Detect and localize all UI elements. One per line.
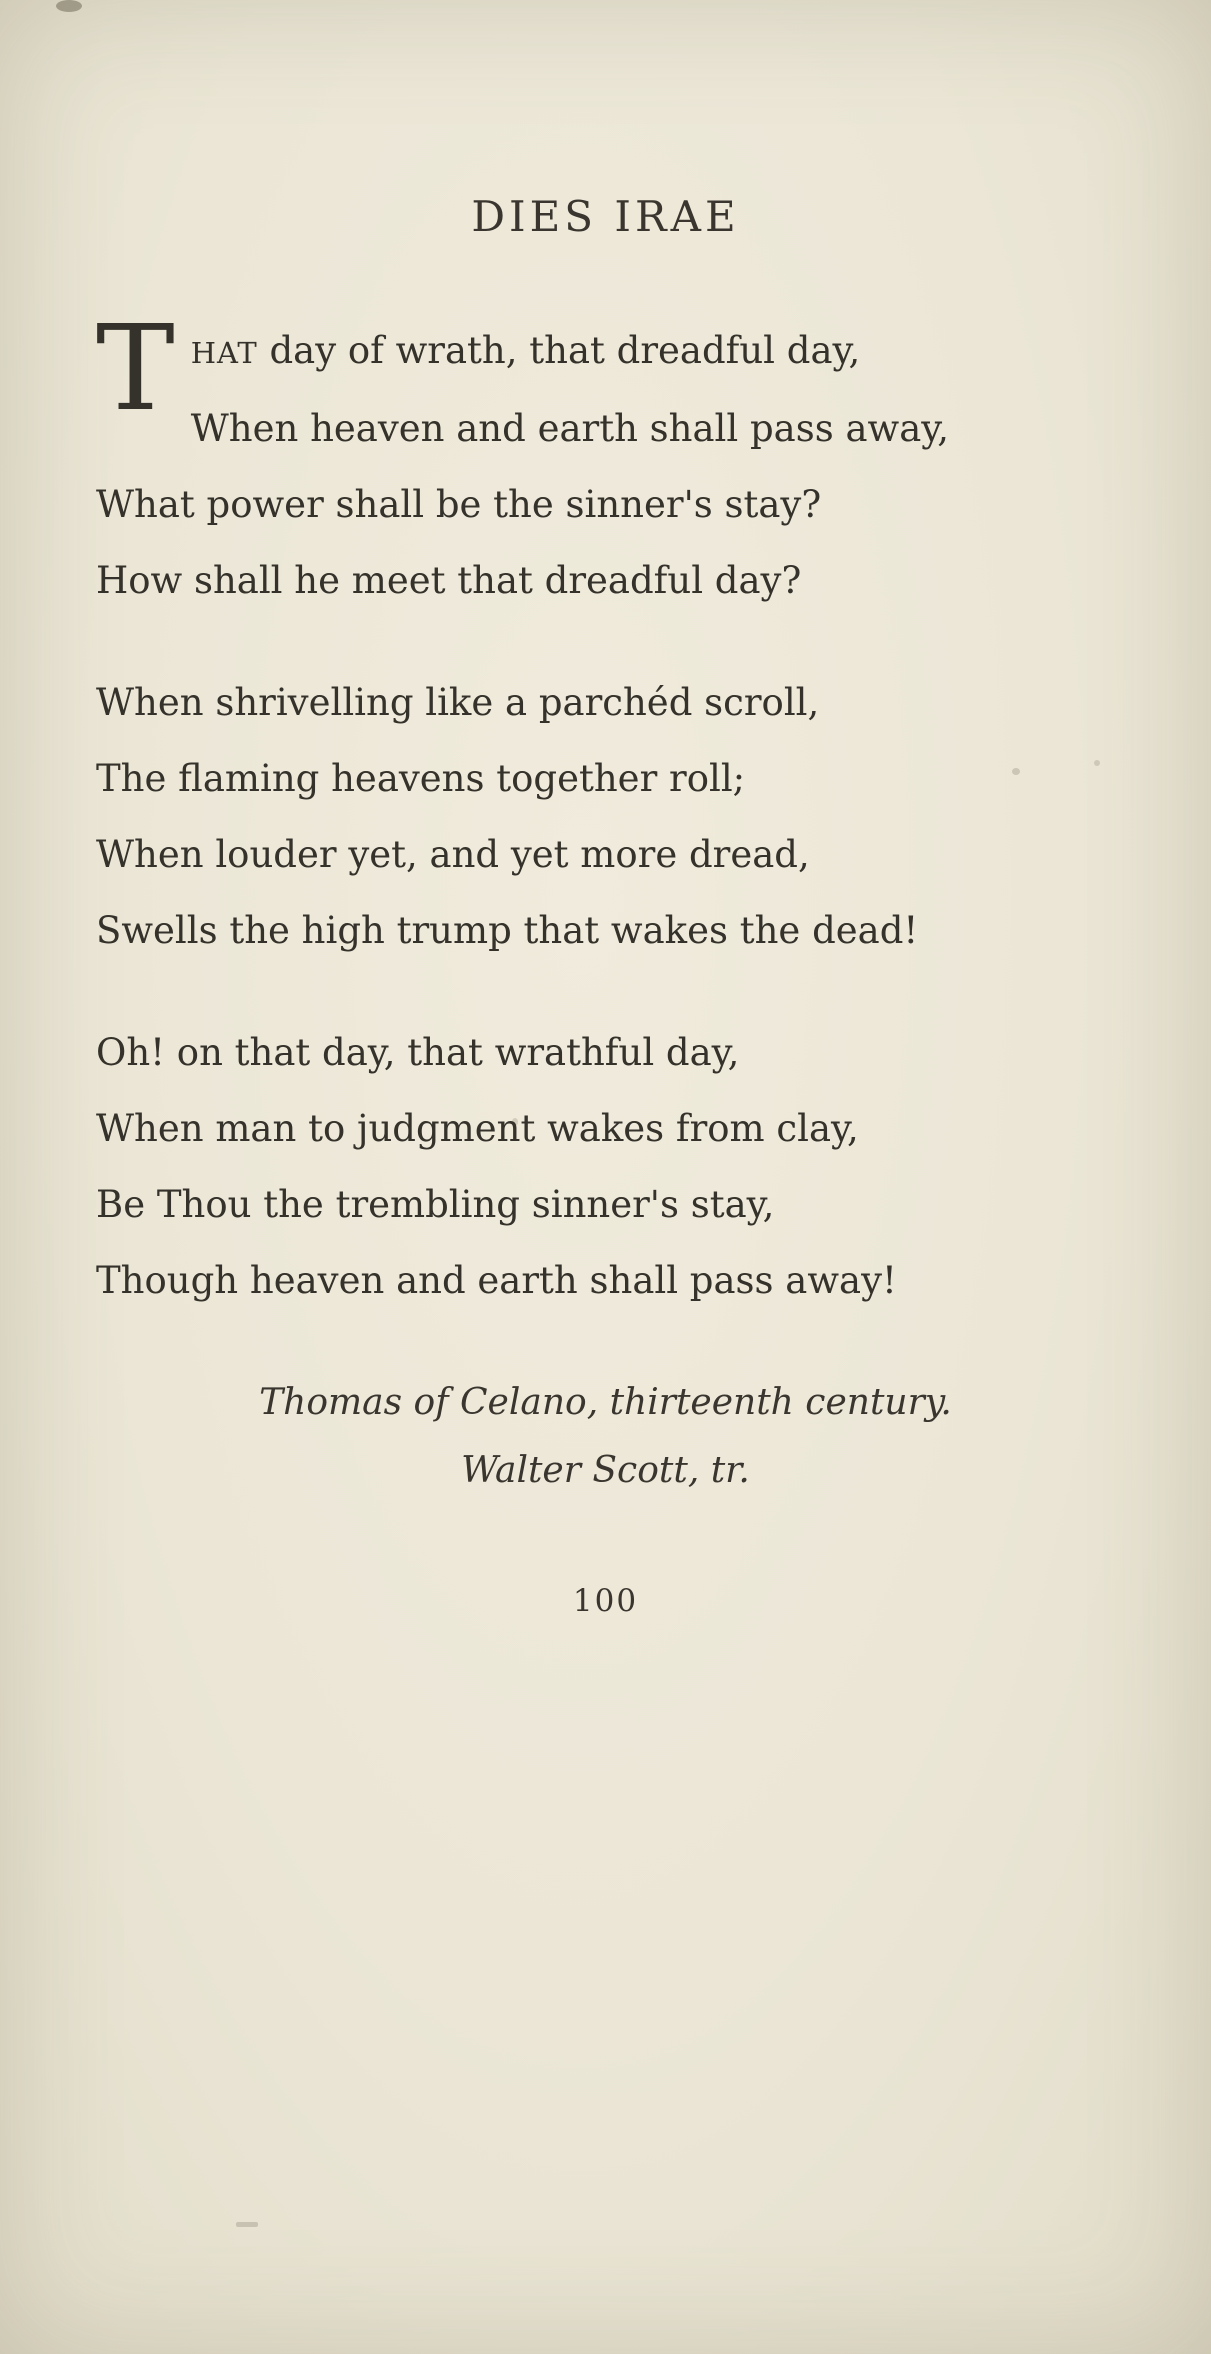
- attribution: [96, 1369, 1115, 1505]
- poem-line: When man to judgment wakes from clay,: [96, 1107, 859, 1150]
- poem-line: When shrivelling like a parchéd scroll,: [96, 681, 820, 724]
- poem-line: When heaven and earth shall pass away,: [190, 407, 950, 450]
- poem-line: Oh! on that day, that wrathful day,: [96, 1031, 740, 1074]
- poem-line: Be Thou the trembling sinner's stay,: [96, 1183, 775, 1226]
- poem-line: When louder yet, and yet more dread,: [96, 833, 810, 876]
- drop-cap: T: [96, 299, 175, 437]
- poem-line: Though heaven and earth shall pass away!: [96, 1259, 897, 1302]
- page-number: 100: [572, 1583, 639, 1619]
- stanza-1: [96, 299, 1115, 619]
- poem-title: DIES IRAE: [471, 192, 740, 241]
- stanza-2: [96, 665, 1115, 969]
- scan-artifact: [236, 2222, 258, 2227]
- attribution-translator: Walter Scott, tr.: [461, 1450, 750, 1491]
- attribution-author: Thomas of Celano, thirteenth century.: [259, 1382, 952, 1423]
- scan-artifact: [1012, 768, 1020, 775]
- opening-small-caps: HAT: [190, 336, 258, 370]
- poem-line: How shall he meet that dreadful day?: [96, 559, 802, 602]
- scan-artifact: [1094, 760, 1100, 766]
- poem-line: Swells the high trump that wakes the dead!: [96, 909, 919, 952]
- opening-line-rest: day of wrath, that dreadful day,: [257, 329, 861, 372]
- poem-line: What power shall be the sinner's stay?: [96, 483, 822, 526]
- scan-artifact: [512, 1118, 518, 1126]
- stanza-3: [96, 1015, 1115, 1319]
- poem-line: The flaming heavens together roll;: [96, 757, 746, 800]
- scan-artifact: [56, 0, 82, 12]
